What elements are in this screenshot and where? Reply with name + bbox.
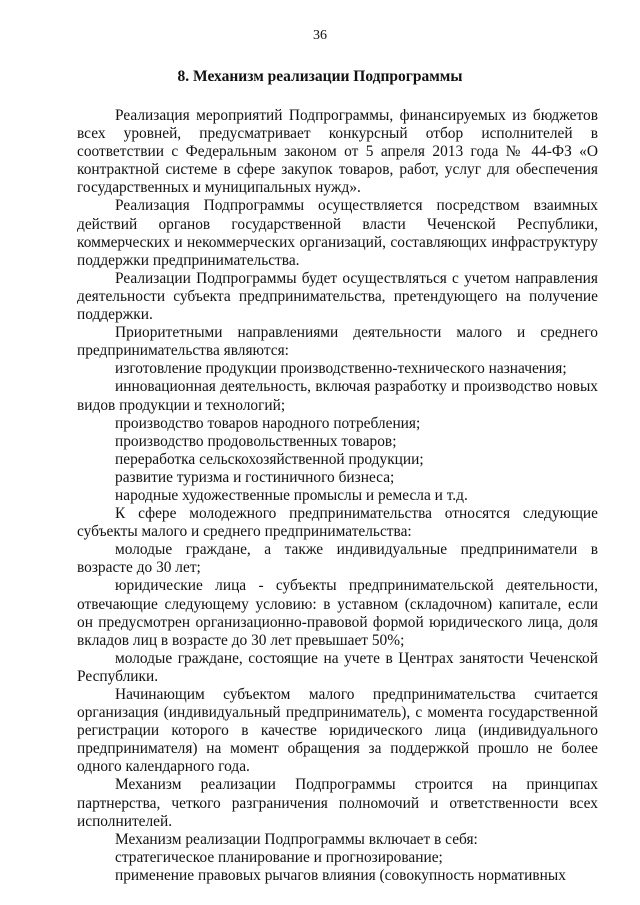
- list-item: производство продовольственных товаров;: [115, 432, 397, 450]
- document-body: [77, 107, 598, 885]
- list-item: стратегическое планирование и прогнозирование;: [115, 848, 443, 866]
- page-number: 36: [313, 28, 327, 43]
- paragraph: Реализации Подпрограммы будет осуществляться с учетом направления деятельности субъекта предпринимательства, претендующего на получение поддержки.: [77, 269, 598, 324]
- paragraph: Механизм реализации Подпрограммы строится на принципах партнерства, четкого разграничения полномочий и ответственности всех исполнителей.: [77, 776, 598, 830]
- paragraph: Механизм реализации Подпрограммы включает в себя:: [115, 830, 478, 848]
- list-item: молодые граждане, а также индивидуальные предприниматели в возрасте до 30 лет;: [77, 541, 598, 577]
- list-item: применение правовых рычагов влияния (совокупность нормативных: [115, 866, 566, 884]
- paragraph: Приоритетными направлениями деятельности малого и среднего предпринимательства являются:: [77, 324, 598, 360]
- list-item: развитие туризма и гостиничного бизнеса;: [115, 468, 395, 486]
- list-item: инновационная деятельность, включая разработку и производство новых видов продукции и технологий;: [77, 378, 598, 414]
- list-item: юридические лица - субъекты предпринимательской деятельности, отвечающие следующему условию: в уставном (складочном) капитале, если он предусмотрен организационно-правовой формой юридического лица, доля вкладов лиц в возрасте до 30 лет превышает 50%;: [77, 577, 598, 649]
- paragraph: Реализация Подпрограммы осуществляется посредством взаимных действий органов государственной власти Чеченской Республики, коммерческих и некоммерческих организаций, составляющих инфраструктуру поддержки предпринимательства.: [77, 197, 598, 269]
- section-heading: 8. Механизм реализации Подпрограммы: [177, 68, 463, 85]
- list-item: производство товаров народного потребления;: [115, 414, 421, 432]
- list-item: молодые граждане, состоящие на учете в Центрах занятости Чеченской Республики.: [77, 649, 598, 685]
- paragraph: К сфере молодежного предпринимательства относятся следующие субъекты малого и среднего предпринимательства:: [77, 505, 598, 541]
- paragraph: Реализация мероприятий Подпрограммы, финансируемых из бюджетов всех уровней, предусматривает конкурсный отбор исполнителей в соответствии с Федеральным законом от 5 апреля 2013 года № 44-ФЗ «О контрактной системе в сфере закупок товаров, работ, услуг для обеспечения государственных и муниципальных нужд».: [77, 107, 598, 197]
- list-item: народные художественные промыслы и ремесла и т.д.: [115, 486, 468, 504]
- list-item: переработка сельскохозяйственной продукции;: [115, 450, 424, 468]
- list-item: изготовление продукции производственно-технического назначения;: [115, 360, 567, 378]
- paragraph: Начинающим субъектом малого предпринимательства считается организация (индивидуальный предприниматель), с момента государственной регистрации которого в качестве юридического лица (индивидуального предпринимателя) на момент обращения за поддержкой прошло не более одного календарного года.: [77, 686, 598, 776]
